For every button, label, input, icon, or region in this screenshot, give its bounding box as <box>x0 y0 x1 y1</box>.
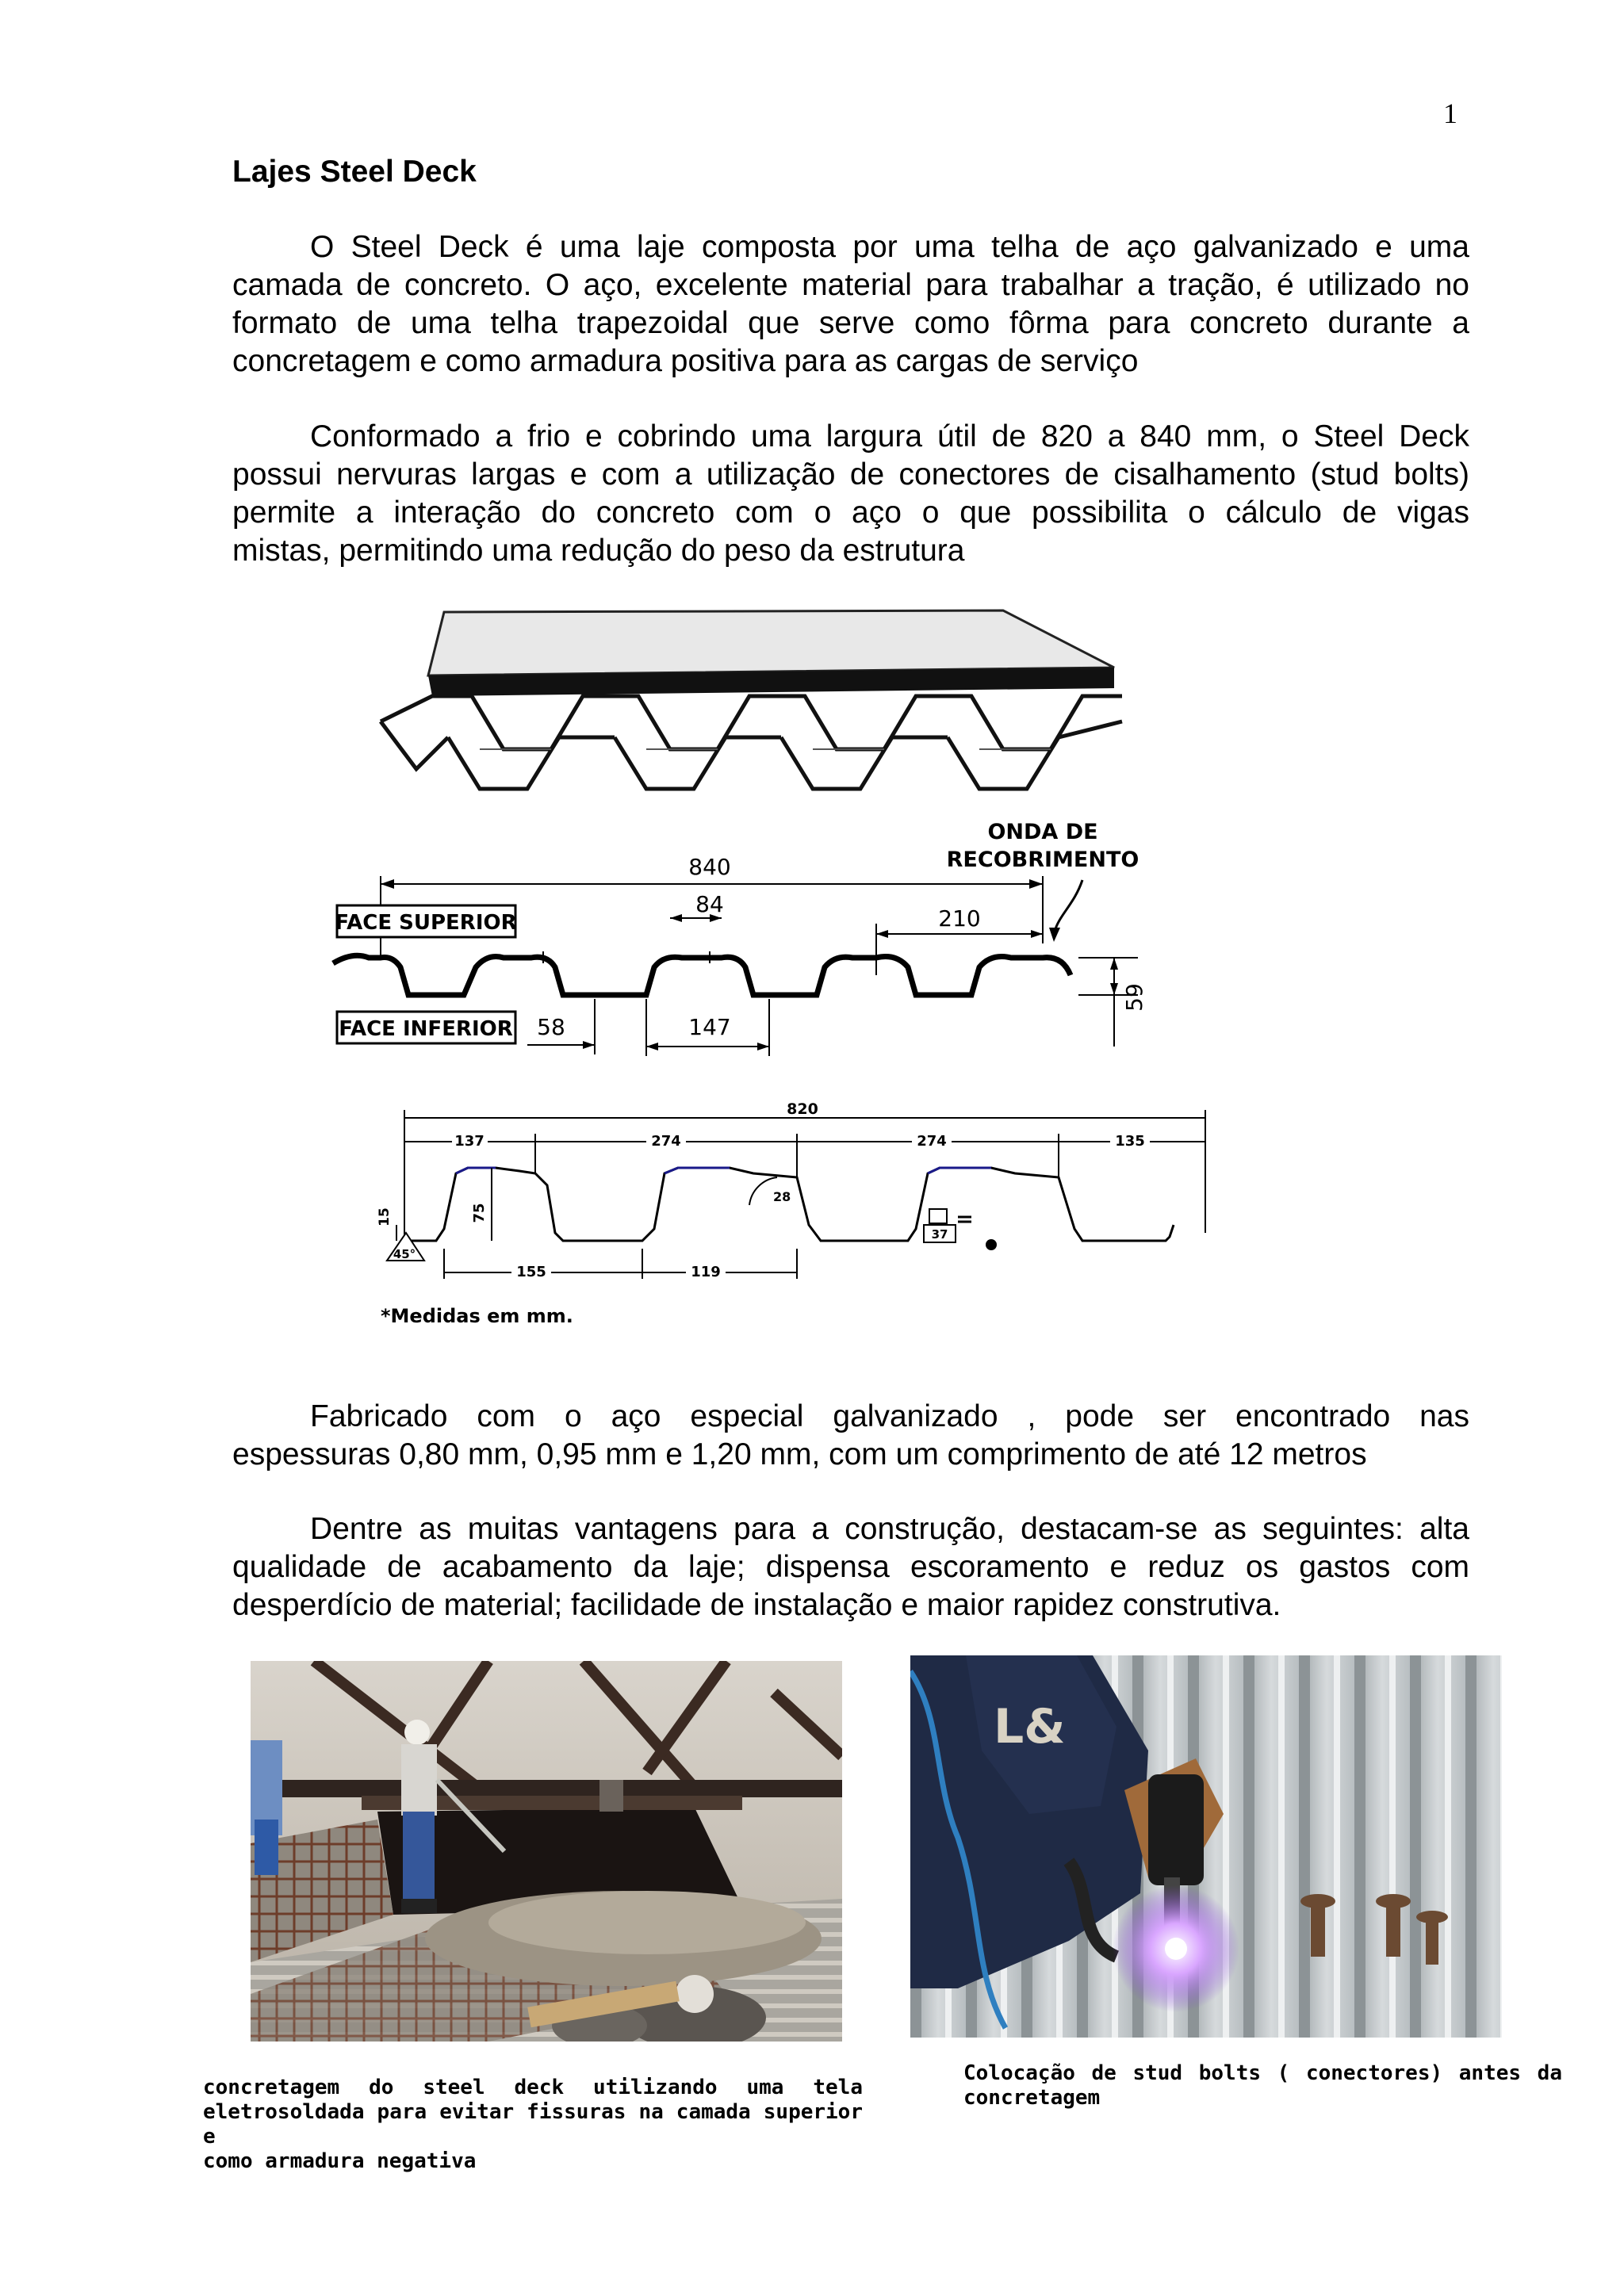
text-line: concretagem e como armadura positiva para as cargas de serviço <box>232 344 1139 378</box>
caption-line: Colocação de stud bolts ( conectores) antes da <box>963 2061 1562 2085</box>
onda-label-line1: ONDA DE <box>987 820 1098 844</box>
face-superior-label: FACE SUPERIOR <box>335 911 517 935</box>
dim-274-left: 274 <box>651 1133 681 1150</box>
measurement-note: *Medidas em mm. <box>381 1305 573 1327</box>
dim-84: 84 <box>695 891 724 917</box>
paragraph-vantagens <box>232 1510 1469 1624</box>
caption-line: eletrosoldada para evitar fissuras na camada superior e <box>203 2100 863 2149</box>
paragraph-fabricado <box>232 1398 1469 1474</box>
profile-section-drawing <box>333 820 1147 1056</box>
paragraph-intro <box>232 228 1469 381</box>
text-line: espessuras 0,80 mm, 0,95 mm e 1,20 mm, com um comprimento de até 12 metros <box>232 1437 1367 1471</box>
dim-58: 58 <box>537 1014 565 1040</box>
onda-label-line2: RECOBRIMENTO <box>946 848 1139 872</box>
dim-15: 15 <box>377 1207 393 1226</box>
dim-75: 75 <box>471 1203 488 1223</box>
isometric-slab-drawing <box>381 610 1122 789</box>
caption-concreting <box>203 2076 863 2174</box>
face-inferior-label: FACE INFERIOR <box>339 1017 513 1041</box>
text-line: desperdício de material; facilidade de instalação e maior rapidez construtiva. <box>232 1588 1281 1622</box>
dim-119: 119 <box>691 1264 721 1280</box>
text-line: possui nervuras largas e com a utilização de conectores de cisalhamento (stud bolts) <box>232 457 1469 492</box>
caption-line: como armadura negativa <box>203 2149 477 2173</box>
caption-line: concretagem <box>963 2086 1101 2110</box>
text-line: Fabricado com o aço especial galvanizado , pode ser encontrado nas <box>310 1399 1469 1433</box>
text-line: O Steel Deck é uma laje composta por uma telha de aço galvanizado e uma <box>310 230 1469 264</box>
dim-147: 147 <box>688 1014 731 1040</box>
text-line: Dentre as muitas vantagens para a construção, destacam-se as seguintes: alta <box>310 1512 1469 1546</box>
steel-deck-820-section-diagram <box>365 1098 1221 1336</box>
caption-stud-bolts <box>963 2061 1562 2110</box>
text-line: camada de concreto. O aço, excelente material para trabalhar a tração, é utilizado no <box>232 268 1469 302</box>
angle-label: 45° <box>393 1247 416 1261</box>
text-line: formato de uma telha trapezoidal que serve como fôrma para concreto durante a <box>232 306 1469 340</box>
dim-28: 28 <box>773 1189 791 1204</box>
dim-210: 210 <box>938 905 981 932</box>
dim-59: 59 <box>1121 983 1147 1012</box>
dim-840: 840 <box>688 854 731 880</box>
dim-135: 135 <box>1115 1133 1145 1150</box>
text-line: qualidade de acabamento da laje; dispensa escoramento e reduz os gastos com <box>232 1550 1469 1584</box>
text-line: permite a interação do concreto com o aço o que possibilita o cálculo de vigas <box>232 496 1469 530</box>
steel-deck-profile-diagram <box>321 603 1225 1062</box>
photo-stud-bolts <box>910 1655 1502 2038</box>
caption-line: concretagem do steel deck utilizando uma tela <box>203 2076 863 2099</box>
text-line: mistas, permitindo uma redução do peso da estrutura <box>232 534 965 568</box>
page-number: 1 <box>1443 98 1457 129</box>
text-line: Conformado a frio e cobrindo uma largura útil de 820 a 840 mm, o Steel Deck <box>310 419 1469 453</box>
dim-37: 37 <box>931 1227 948 1242</box>
paragraph-conformado <box>232 418 1469 570</box>
page-title: Lajes Steel Deck <box>232 155 477 189</box>
dim-155: 155 <box>516 1264 546 1280</box>
photo-concreting <box>251 1661 842 2042</box>
dim-820: 820 <box>787 1100 818 1118</box>
shirt-letters: L& <box>994 1699 1066 1755</box>
dim-274-right: 274 <box>917 1133 947 1150</box>
worker-right <box>599 1780 623 1812</box>
dim-137: 137 <box>454 1133 485 1150</box>
worker-left <box>251 1740 282 1875</box>
